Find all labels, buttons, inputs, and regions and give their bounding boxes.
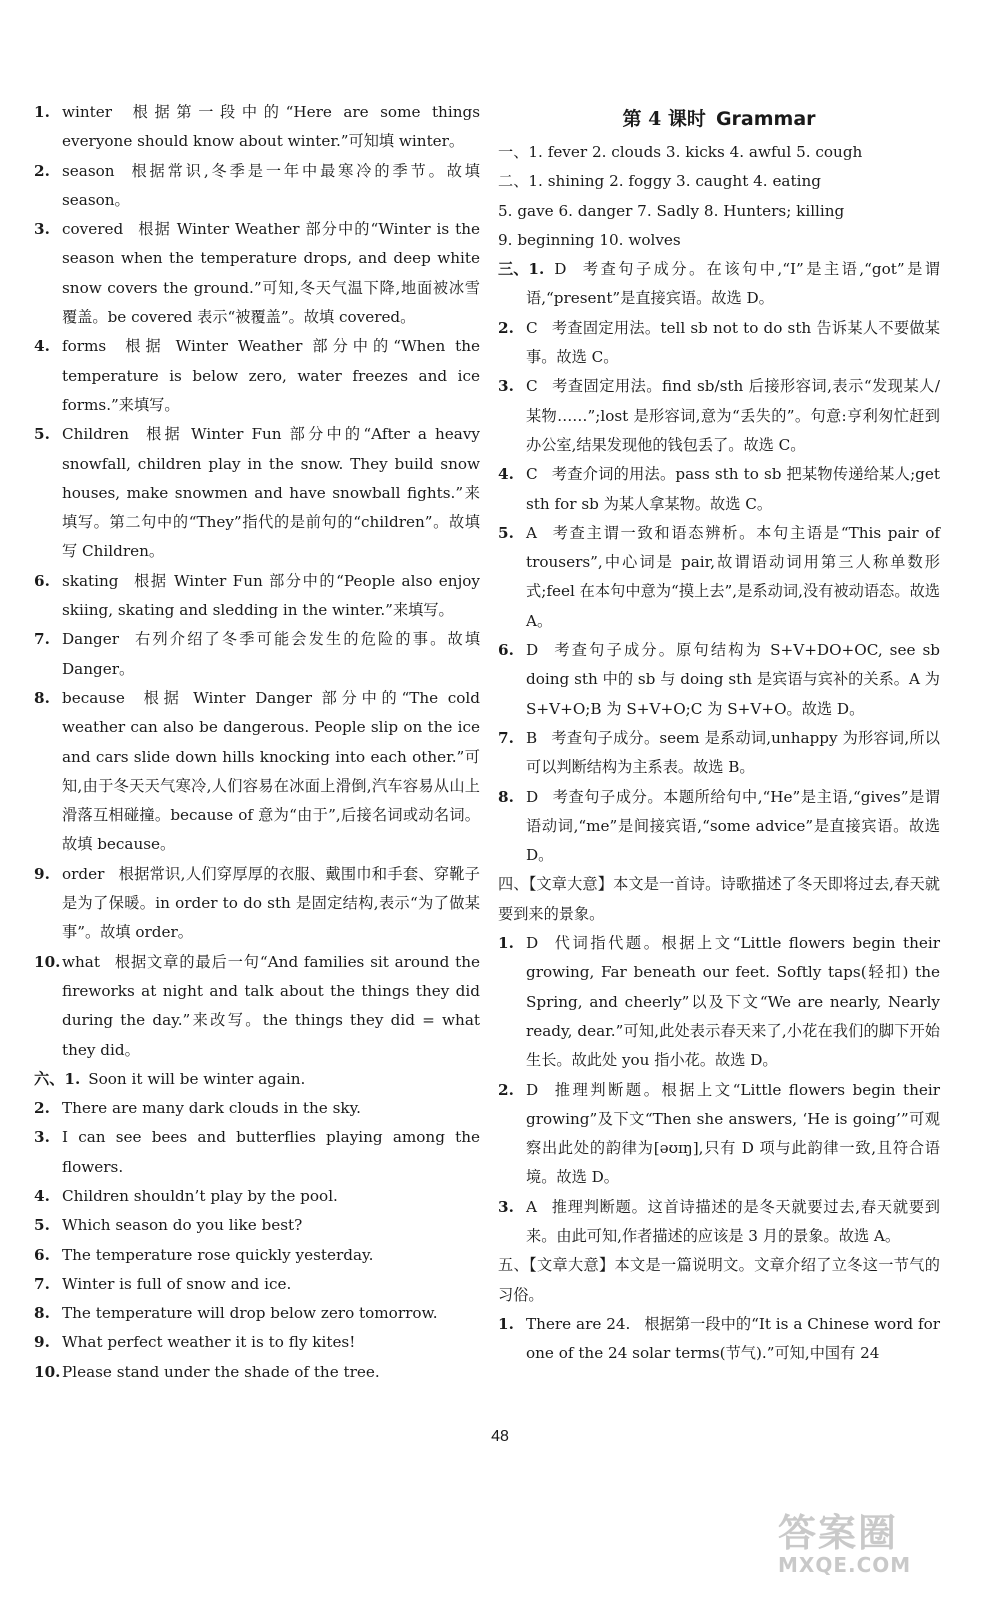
item-answer: C xyxy=(526,377,538,396)
item-text: Children shouldn’t play by the pool. xyxy=(62,1186,338,1205)
answer-item xyxy=(498,1076,940,1193)
answer-item xyxy=(498,255,940,314)
lesson-title xyxy=(498,104,940,134)
section-two-line-2: 5. gave 6. danger 7. Sadly 8. Hunters; killing xyxy=(498,201,845,220)
item-text: 推理判断题。根据上文“Little flowers begin their growing”及下文“Then she answers, ‘He is going’”可观察出此处的韵律为[əʊɪŋ],只有 D 项与此韵律一致,且符合语境。故选 D。 xyxy=(526,1080,940,1187)
item-answer: Children xyxy=(62,425,129,444)
item-answer: B xyxy=(526,728,538,747)
item-answer: winter xyxy=(62,103,112,121)
left-answer-list xyxy=(34,98,480,1065)
item-text: 根据第一段中的“Here are some things everyone should know about winter.”可知填 winter。 xyxy=(62,103,480,151)
item-text: Soon it will be winter again. xyxy=(88,1069,306,1088)
item-number: 三、1. xyxy=(498,260,545,279)
item-text: 考查固定用法。tell sb not to do sth 告诉某人不要做某事。故选 C。 xyxy=(526,318,940,367)
item-text: There are many dark clouds in the sky. xyxy=(62,1099,362,1118)
item-text: 考查句子成分。本题所给句中,“He”是主语,“gives”是谓语动词,“me”是间接宾语,“some advice”是直接宾语。故选 D。 xyxy=(526,787,940,865)
item-text: 根据第一段中的“It is a Chinese word for one of the 24 solar terms(节气).”可知,中国有 24 xyxy=(526,1314,940,1363)
answer-item xyxy=(34,948,480,1065)
item-number: 9. xyxy=(34,1333,50,1352)
item-text: The temperature will drop below zero tomorrow. xyxy=(62,1304,438,1323)
item-number: 8. xyxy=(498,787,514,806)
item-number: 3. xyxy=(34,220,50,239)
item-text: 根据 Winter Weather 部分中的“Winter is the season when the temperature drops, and deep white snow covers the ground.”可知,冬天气温下降,地面被冰雪覆盖。be covered 表示“被覆盖”。故填 covered。 xyxy=(62,220,480,327)
item-answer: D xyxy=(526,934,539,953)
item-number: 1. xyxy=(498,1314,514,1333)
item-answer: season xyxy=(62,161,115,180)
item-text: 考查句子成分。在该句中,“I”是主语,“got”是谓语,“present”是直接宾语。故选 D。 xyxy=(526,260,940,308)
item-answer: covered xyxy=(62,220,124,239)
item-number: 3. xyxy=(34,1128,50,1147)
section-one: 一、1. fever 2. clouds 3. kicks 4. awful 5. cough xyxy=(498,143,863,161)
item-number: 1. xyxy=(64,1069,81,1088)
item-number: 5. xyxy=(498,523,514,542)
item-answer: C xyxy=(526,318,538,337)
watermark-top: 答案圈 xyxy=(778,1511,899,1555)
item-number: 4. xyxy=(34,1186,50,1205)
item-number: 3. xyxy=(498,377,514,396)
item-answer: D xyxy=(526,1080,539,1099)
item-text: 考查介词的用法。pass sth to sb 把某物传递给某人;get sth for sb 为某人拿某物。故选 C。 xyxy=(526,465,940,513)
item-text: 根据 Winter Fun 部分中的“After a heavy snowfall, children play in the snow. They build snow houses, make snowmen and have snowball fights.”来填写。第二句中的“They”指代的是前句的“children”。故填写 Children。 xyxy=(62,425,480,561)
item-answer: There are 24. xyxy=(526,1314,631,1333)
item-text: 考查主谓一致和语态辨析。本句主语是“This pair of trousers”,中心词是 pair,故谓语动词用第三人称单数形式;feel 在本句中意为“摸上去”,是系动词,没有被动语态。故选 A。 xyxy=(526,523,940,630)
item-answer: C xyxy=(526,465,538,484)
answer-item xyxy=(498,783,940,871)
section-five-list xyxy=(498,1310,940,1369)
item-text: 根据文章的最后一句“And families sit around the fireworks at night and talk about the things they did during the day.”来改写。the things they did = what they did。 xyxy=(62,952,480,1059)
section-four-intro: 四、【文章大意】本文是一首诗。诗歌描述了冬天即将过去,春天就要到来的景象。 xyxy=(498,875,940,923)
sentence-item xyxy=(34,1094,480,1123)
lesson-prefix: 第 4 课时 xyxy=(622,108,706,130)
item-number: 8. xyxy=(34,688,50,707)
section-three-list xyxy=(498,255,940,870)
page-number: 48 xyxy=(491,1428,509,1445)
item-number: 6. xyxy=(34,571,50,590)
item-text: 根据 Winter Danger 部分中的“The cold weather can also be dangerous. People slip on the ice and cars slide down hills knocking into each other.”可知,由于冬天天气寒冷,人们容易在冰面上滑倒,汽车容易从山上滑落互相碰撞。because of 意为“由于”,后接名词或动名词。故填 because。 xyxy=(62,688,480,854)
item-number: 1. xyxy=(34,103,50,121)
item-text: 右列介绍了冬季可能会发生的危险的事。故填 Danger。 xyxy=(62,630,480,678)
item-answer: order xyxy=(62,864,105,883)
answer-item xyxy=(498,1193,940,1252)
item-number: 2. xyxy=(34,161,50,180)
item-answer: forms xyxy=(62,337,107,356)
watermark-logo xyxy=(778,1512,978,1582)
right-column xyxy=(498,98,940,1368)
sentence-item xyxy=(34,1065,480,1094)
answer-item xyxy=(498,1310,940,1369)
answer-item xyxy=(34,332,480,420)
answer-item xyxy=(34,860,480,948)
item-number: 8. xyxy=(34,1304,50,1323)
answer-item xyxy=(498,519,940,636)
item-number: 5. xyxy=(34,425,50,444)
item-number: 2. xyxy=(34,1099,50,1118)
section-six-label: 六、 xyxy=(34,1069,65,1088)
item-text: 根据常识,冬季是一年中最寒冷的季节。故填 season。 xyxy=(62,161,480,209)
answer-item xyxy=(34,98,480,157)
item-text: 推理判断题。这首诗描述的是冬天就要过去,春天就要到来。由此可知,作者描述的应该是 3 月的景象。故选 A。 xyxy=(526,1197,940,1245)
item-text: 根据 Winter Weather 部分中的“When the temperature is below zero, water freezes and ice forms.”来填写。 xyxy=(62,337,480,414)
section-two-line-1: 二、1. shining 2. foggy 3. caught 4. eating xyxy=(498,172,821,191)
item-answer: A xyxy=(526,1197,537,1216)
item-text: 根据 Winter Fun 部分中的“People also enjoy skiing, skating and sledding in the winter.”来填写。 xyxy=(62,571,480,620)
sentence-item xyxy=(34,1328,480,1357)
item-number: 2. xyxy=(498,1080,514,1099)
item-answer: because xyxy=(62,688,125,707)
item-text: The temperature rose quickly yesterday. xyxy=(62,1245,374,1264)
item-number: 10. xyxy=(34,952,61,971)
section-two-line-3: 9. beginning 10. wolves xyxy=(498,230,681,249)
item-text: Winter is full of snow and ice. xyxy=(62,1274,292,1293)
sentence-item xyxy=(34,1211,480,1240)
sentence-item xyxy=(34,1123,480,1182)
item-number: 4. xyxy=(34,337,50,356)
item-answer: D xyxy=(526,641,539,660)
item-number: 6. xyxy=(34,1245,50,1264)
section-five-intro: 五、【文章大意】本文是一篇说明文。文章介绍了立冬这一节气的习俗。 xyxy=(498,1256,940,1304)
item-number: 3. xyxy=(498,1197,514,1216)
answer-item xyxy=(498,314,940,373)
answer-item xyxy=(498,636,940,724)
item-number: 6. xyxy=(498,641,514,660)
section-six-list xyxy=(34,1065,480,1387)
lesson-name: Grammar xyxy=(715,108,816,130)
answer-item xyxy=(34,420,480,566)
answer-item xyxy=(498,460,940,519)
item-text: 考查句子成分。原句结构为 S+V+DO+OC, see sb doing sth 中的 sb 与 doing sth 是宾语与宾补的关系。A 为 S+V+O;B 为 S+V+O;C 为 S+V+O。故选 D。 xyxy=(526,641,940,718)
item-number: 7. xyxy=(498,728,514,747)
sentence-item xyxy=(34,1270,480,1299)
item-answer: skating xyxy=(62,571,119,590)
item-number: 4. xyxy=(498,465,514,484)
sentence-item xyxy=(34,1299,480,1328)
item-text: 考查句子成分。seem 是系动词,unhappy 为形容词,所以可以判断结构为主系表。故选 B。 xyxy=(526,728,940,777)
left-column xyxy=(34,98,480,1387)
item-text: Which season do you like best? xyxy=(62,1216,303,1235)
answer-item xyxy=(498,929,940,1075)
item-number: 7. xyxy=(34,630,50,649)
item-answer: D xyxy=(554,260,567,279)
item-answer: what xyxy=(62,952,100,971)
item-text: I can see bees and butterflies playing among the flowers. xyxy=(62,1128,480,1176)
watermark-bottom: MXQE.COM xyxy=(778,1553,912,1577)
item-text: 根据常识,人们穿厚厚的衣服、戴围巾和手套、穿靴子是为了保暖。in order to do sth 是固定结构,表示“为了做某事”。故填 order。 xyxy=(62,864,480,942)
answer-item xyxy=(498,372,940,460)
item-answer: D xyxy=(526,787,539,806)
answer-item xyxy=(498,724,940,783)
item-number: 5. xyxy=(34,1216,50,1235)
item-number: 9. xyxy=(34,864,50,883)
item-text: 考查固定用法。find sb/sth 后接形容词,表示“发现某人/某物……”;lost 是形容词,意为“丢失的”。句意:亨利匆忙赶到办公室,结果发现他的钱包丢了。故选 C。 xyxy=(526,377,940,454)
answer-item xyxy=(34,684,480,860)
item-text: Please stand under the shade of the tree. xyxy=(62,1362,380,1381)
item-answer: Danger xyxy=(62,630,119,649)
sentence-item xyxy=(34,1241,480,1270)
sentence-item xyxy=(34,1182,480,1211)
answer-item xyxy=(34,215,480,332)
answer-item xyxy=(34,625,480,684)
item-number: 2. xyxy=(498,318,514,337)
item-number: 10. xyxy=(34,1362,61,1381)
item-number: 7. xyxy=(34,1274,50,1293)
item-number: 1. xyxy=(498,934,514,953)
section-four-list xyxy=(498,929,940,1251)
sentence-item xyxy=(34,1358,480,1387)
answer-item xyxy=(34,567,480,626)
item-answer: A xyxy=(526,523,537,542)
item-text: 代词指代题。根据上文“Little flowers begin their growing, Far beneath our feet. Softly taps(轻扣) the Spring, and cheerly”以及下文“We are nearly, Nearly ready, dear.”可知,此处表示春天来了,小花在我们的脚下开始生长。故此处 you 指小花。故选 D。 xyxy=(526,934,940,1070)
answer-item xyxy=(34,157,480,216)
item-text: What perfect weather it is to fly kites! xyxy=(62,1333,356,1352)
